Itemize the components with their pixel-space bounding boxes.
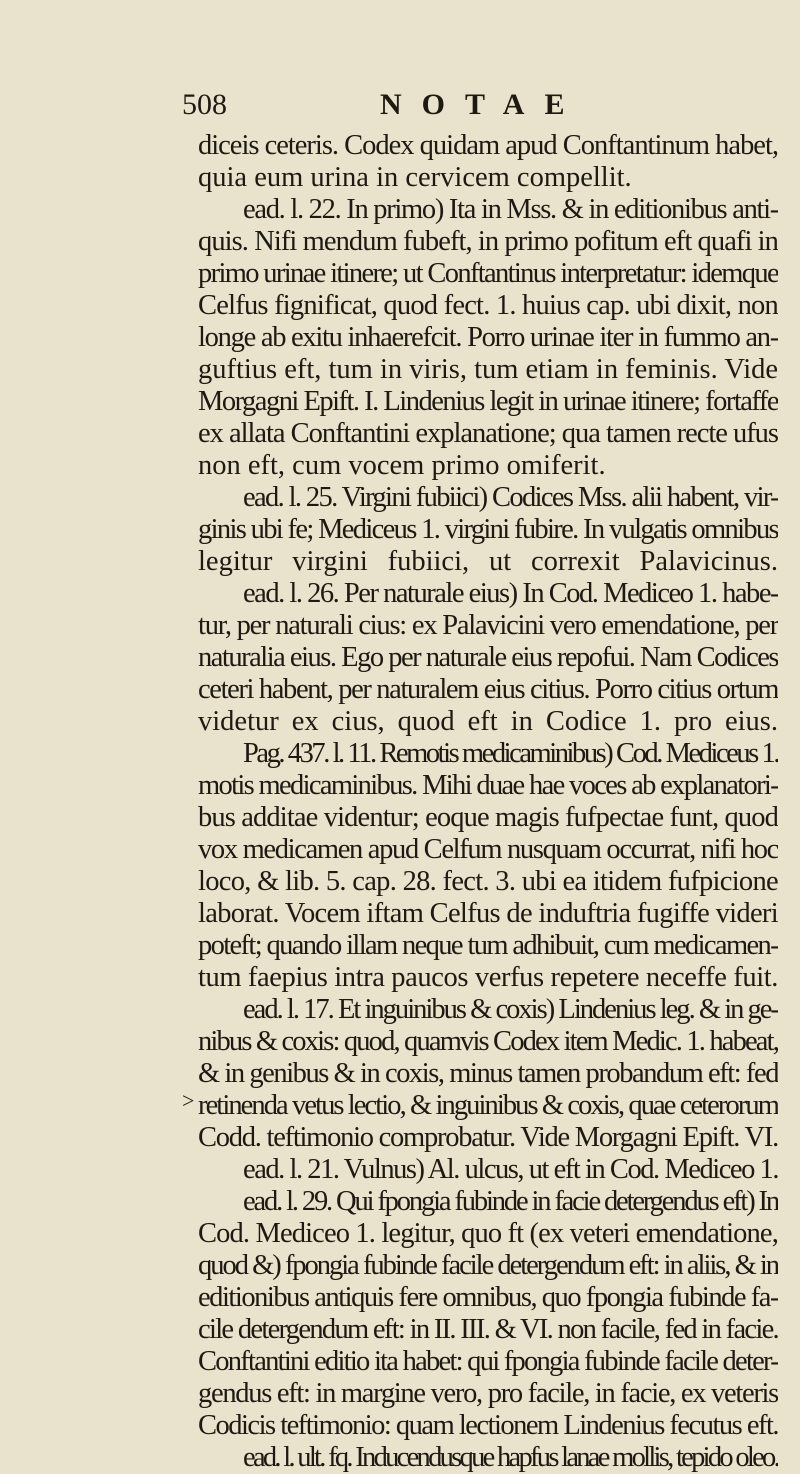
text-line: Codicis teftimonio: quam lectionem Lindenius fecutus eft. <box>198 1410 778 1441</box>
text-line: ead. l. ult. fq. Inducendusque hapfus lanae mollis, tepido oleo. <box>243 1442 778 1473</box>
page-header <box>0 0 800 140</box>
text-line: ead. l. 17. Et inguinibus & coxis) Lindenius leg. & in ge- <box>243 994 778 1025</box>
text-line: nibus & coxis: quod, quamvis Codex item Medic. 1. habeat, <box>198 1026 778 1057</box>
text-line: vox medicamen apud Celfum nusquam occurrat, nifi hoc <box>198 834 778 865</box>
text-line: tum faepius intra paucos verfus repetere neceffe fuit. <box>198 962 778 993</box>
text-line: quod &) fpongia fubinde facile detergendum eft: in aliis, & in <box>198 1250 778 1281</box>
text-line: Morgagni Epift. I. Lindenius legit in urinae itinere; fortaffe <box>198 386 778 417</box>
text-line: videtur ex cius, quod eft in Codice 1. pro eius. <box>198 706 778 737</box>
text-line: Pag. 437. l. 11. Remotis medicaminibus) Cod. Mediceus 1. <box>243 738 778 769</box>
text-line: editionibus antiquis fere omnibus, quo fpongia fubinde fa- <box>198 1282 778 1313</box>
text-line: guftius eft, tum in viris, tum etiam in feminis. Vide <box>198 354 778 385</box>
text-line: poteft; quando illam neque tum adhibuit, cum medicamen- <box>198 930 778 961</box>
text-line: retinenda vetus lectio, & inguinibus & coxis, quae ceterorum <box>198 1090 778 1121</box>
text-line: Conftantini editio ita habet: qui fpongia fubinde facile deter- <box>198 1346 778 1377</box>
text-line: longe ab exitu inhaerefcit. Porro urinae iter in fummo an- <box>198 322 778 353</box>
text-line: laborat. Vocem iftam Celfus de induftria fugiffe videri <box>198 898 778 929</box>
text-line: ceteri habent, per naturalem eius citius. Porro citius ortum <box>198 674 778 705</box>
text-line: gendus eft: in margine vero, pro facile, in facie, ex veteris <box>198 1378 778 1409</box>
text-line: tur, per naturali cius: ex Palavicini vero emendatione, per <box>198 610 778 641</box>
text-line: non eft, cum vocem primo omiferit. <box>198 450 606 481</box>
text-line: ead. l. 21. Vulnus) Al. ulcus, ut eft in Cod. Mediceo 1. <box>243 1154 778 1185</box>
text-line: naturalia eius. Ego per naturale eius repofui. Nam Codices <box>198 642 778 673</box>
text-line: bus additae videntur; eoque magis fufpectae funt, quod <box>198 802 778 833</box>
text-line: loco, & lib. 5. cap. 28. fect. 3. ubi ea itidem fufpicione <box>198 866 778 897</box>
text-line: ead. l. 29. Qui fpongia fubinde in facie detergendus eft) In <box>243 1186 778 1217</box>
text-line: Codd. teftimonio comprobatur. Vide Morgagni Epift. VI. <box>198 1122 778 1153</box>
text-line: ead. l. 22. In primo) Ita in Mss. & in editionibus anti- <box>243 194 778 225</box>
text-line: diceis ceteris. Codex quidam apud Conftantinum habet, <box>198 130 778 161</box>
text-line: ginis ubi fe; Mediceus 1. virgini fubire. In vulgatis omnibus <box>198 514 778 545</box>
text-line: & in genibus & in coxis, minus tamen probandum eft: fed <box>198 1058 778 1089</box>
text-line: primo urinae itinere; ut Conftantinus interpretatur: idemque <box>198 258 778 289</box>
text-line: ead. l. 25. Virgini fubiici) Codices Mss. alii habent, vir- <box>243 482 778 513</box>
margin-mark: > <box>182 1088 195 1113</box>
text-line: legitur virgini fubiici, ut correxit Palavicinus. <box>198 546 778 577</box>
text-line: ead. l. 26. Per naturale eius) In Cod. Mediceo 1. habe- <box>243 578 778 609</box>
page-number: 508 <box>182 88 227 121</box>
text-line: Cod. Mediceo 1. legitur, quo ft (ex veteri emendatione, <box>198 1218 778 1249</box>
notes-body <box>198 130 778 1474</box>
running-head: NOTAE <box>380 88 585 121</box>
text-line: quis. Nifi mendum fubeft, in primo pofitum eft quafi in <box>198 226 778 257</box>
text-line: motis medicaminibus. Mihi duae hae voces ab explanatori- <box>198 770 778 801</box>
text-line: cile detergendum eft: in II. III. & VI. non facile, fed in facie. <box>198 1314 778 1345</box>
text-line: quia eum urina in cervicem compellit. <box>198 162 632 193</box>
text-line: Celfus fignificat, quod fect. 1. huius cap. ubi dixit, non <box>198 290 778 321</box>
text-line: ex allata Conftantini explanatione; qua tamen recte ufus <box>198 418 778 449</box>
